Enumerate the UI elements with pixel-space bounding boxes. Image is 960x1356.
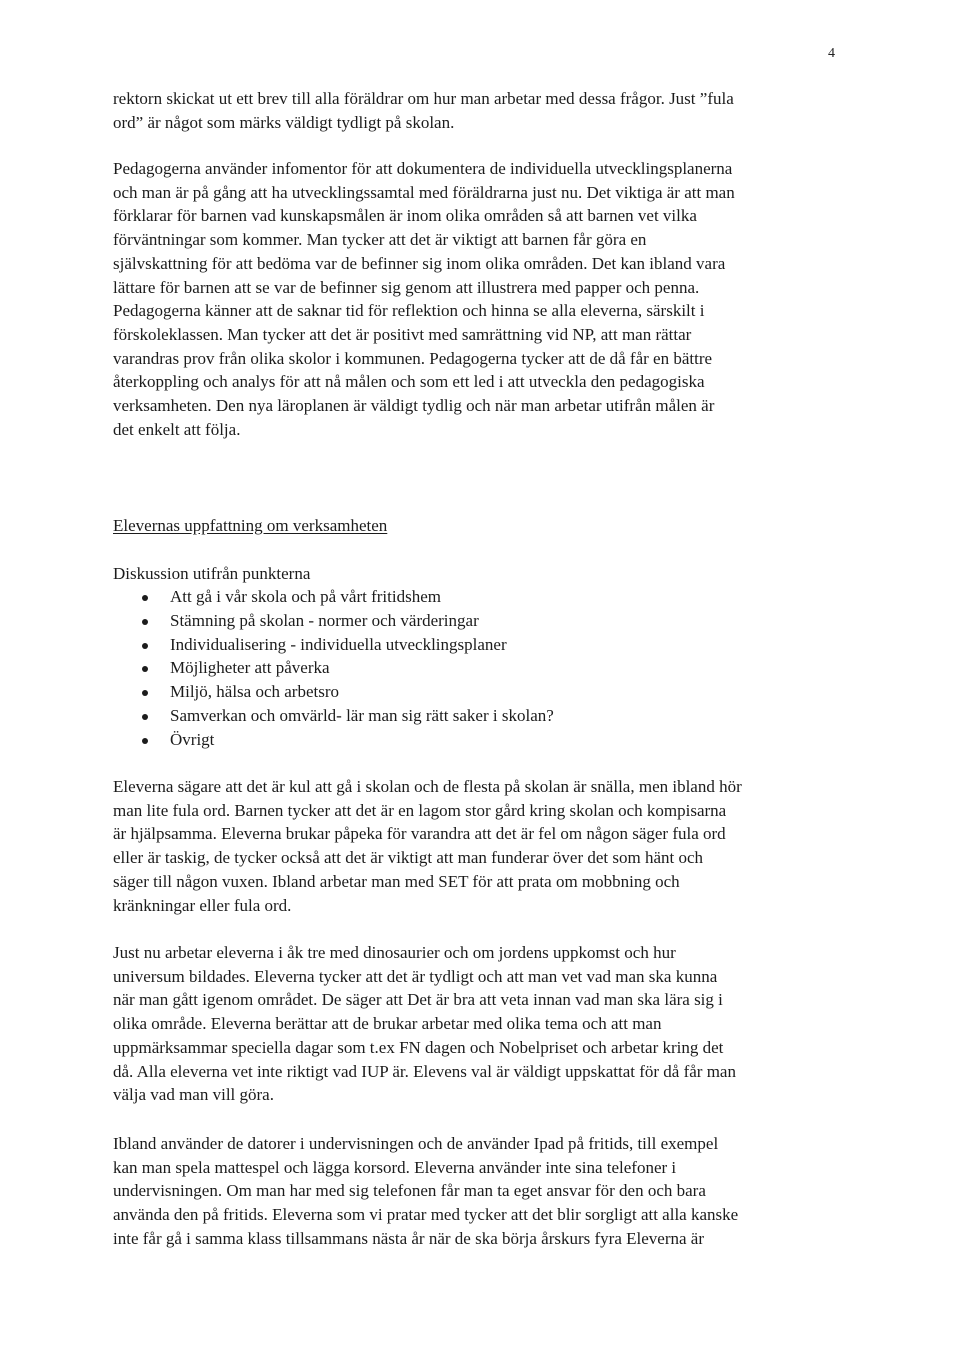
paragraph-4 [113, 941, 843, 1107]
text-line: är hjälpsamma. Eleverna brukar påpeka för varandra att det är fel om någon säger fula ord [113, 824, 726, 844]
text-line: uppmärksammar speciella dagar som t.ex FN dagen och Nobelpriset och arbetar kring det [113, 1037, 724, 1057]
text-line: förskoleklassen. Man tycker att det är positivt med samrättning vid NP, att man rättar [113, 324, 692, 344]
paragraph-1 [113, 87, 843, 134]
list-item-text: Stämning på skolan - normer och värderingar [170, 610, 479, 630]
text-line: självskattning för att bedöma var de befinner sig inom olika områden. Det kan ibland vara [113, 253, 726, 273]
text-line: förklarar för barnen vad kunskapsmålen är inom olika områden så att barnen vet vilka [113, 206, 697, 226]
list-item-text: Övrigt [170, 729, 215, 749]
text-line: när man gått igenom området. De säger att Det är bra att veta innan vad man ska lära sig i [113, 990, 723, 1010]
text-line: säger till någon vuxen. Ibland arbetar man med SET för att prata om mobbning och [113, 871, 680, 891]
text-line: lättare för barnen att se var de befinner sig genom att illustrera med papper och penna. [113, 277, 700, 297]
text-line: undervisningen. Om man har med sig telefonen får man ta eget ansvar för den och bara [113, 1181, 706, 1201]
paragraph-2 [113, 157, 843, 441]
bullet-icon [142, 666, 148, 672]
paragraph-3 [113, 775, 843, 917]
bullet-icon [142, 738, 148, 744]
text-line: olika område. Eleverna berättar att de brukar arbetar med olika tema och att man [113, 1014, 662, 1034]
list-item [113, 680, 554, 704]
text-line: Pedagogerna känner att de saknar tid för reflektion och hinna se alla eleverna, särskilt i [113, 301, 705, 321]
text-line: och man är på gång att ha utvecklingssamtal med föräldrarna just nu. Det viktiga är att man [113, 182, 735, 202]
bullet-icon [142, 714, 148, 720]
text-line: eller är taskig, de tycker också att det är viktigt att man funderar över det som hänt och [113, 848, 704, 868]
list-item [113, 728, 554, 752]
bullet-icon [142, 595, 148, 601]
bullet-icon [142, 690, 148, 696]
text-line: använda den på fritids. Eleverna som vi pratar med tycker att det blir sorgligt att alla kanske [113, 1205, 739, 1225]
text-line: förväntningar som kommer. Man tycker att det är viktigt att barnen får göra en [113, 230, 647, 250]
page-number: 4 [828, 46, 835, 61]
text-line: Ibland använder de datorer i undervisningen och de använder Ipad på fritids, till exempel [113, 1134, 719, 1153]
bullet-icon [142, 619, 148, 625]
text-line: återkoppling och analys för att nå målen och som ett led i att utveckla den pedagogiska [113, 372, 705, 392]
list-item-text: Individualisering - individuella utvecklingsplaner [170, 634, 507, 654]
bullet-icon [142, 643, 148, 649]
list-item [113, 656, 554, 680]
text-line: rektorn skickat ut ett brev till alla föräldrar om hur man arbetar med dessa frågor. Just ”fula [113, 89, 734, 108]
list-item-text: Möjligheter att påverka [170, 658, 330, 678]
text-line: då. Alla eleverna vet inte riktigt vad IUP är. Elevens val är väldigt uppskattat för då får man [113, 1061, 736, 1081]
discussion-points-list [113, 585, 554, 752]
text-line: Eleverna sägare att det är kul att gå i skolan och de flesta på skolan är snälla, men ibland hör [113, 777, 742, 796]
paragraph-5 [113, 1132, 843, 1251]
text-line: man lite fula ord. Barnen tycker att det är en lagom stor gård kring skolan och kompisarna [113, 800, 727, 820]
list-item [113, 633, 554, 657]
text-line: kan man spela mattespel och lägga korsord. Eleverna använder inte sina telefoner i [113, 1157, 677, 1177]
list-item-text: Miljö, hälsa och arbetsro [170, 682, 340, 702]
list-item [113, 585, 554, 609]
text-line: kränkningar eller fula ord. [113, 895, 292, 915]
section-heading: Elevernas uppfattning om verksamheten [113, 516, 388, 535]
text-line: universum bildades. Eleverna tycker att det är tydligt och att man vet vad man ska kunna [113, 966, 718, 986]
text-line: verksamheten. Den nya läroplanen är väldigt tydlig och när man arbetar utifrån målen är [113, 396, 715, 416]
text-line: inte får gå i samma klass tillsammans nästa år när de ska börja årskurs fyra Eleverna är [113, 1228, 704, 1248]
list-item-text: Att gå i vår skola och på vårt fritidshem [170, 587, 441, 606]
text-line: Pedagogerna använder infomentor för att dokumentera de individuella utvecklingsplanerna [113, 159, 733, 178]
list-item [113, 704, 554, 728]
text-line: Just nu arbetar eleverna i åk tre med dinosaurier och om jordens uppkomst och hur [113, 943, 676, 962]
text-line: välja vad man vill göra. [113, 1085, 274, 1105]
text-line: det enkelt att följa. [113, 419, 241, 439]
list-item-text: Samverkan och omvärld- lär man sig rätt saker i skolan? [170, 705, 554, 725]
discussion-intro: Diskussion utifrån punkterna [113, 564, 311, 583]
list-item [113, 609, 554, 633]
text-line: ord” är något som märks väldigt tydligt på skolan. [113, 112, 455, 132]
text-line: varandras prov från olika skolor i kommunen. Pedagogerna tycker att de då får en bättre [113, 348, 713, 368]
